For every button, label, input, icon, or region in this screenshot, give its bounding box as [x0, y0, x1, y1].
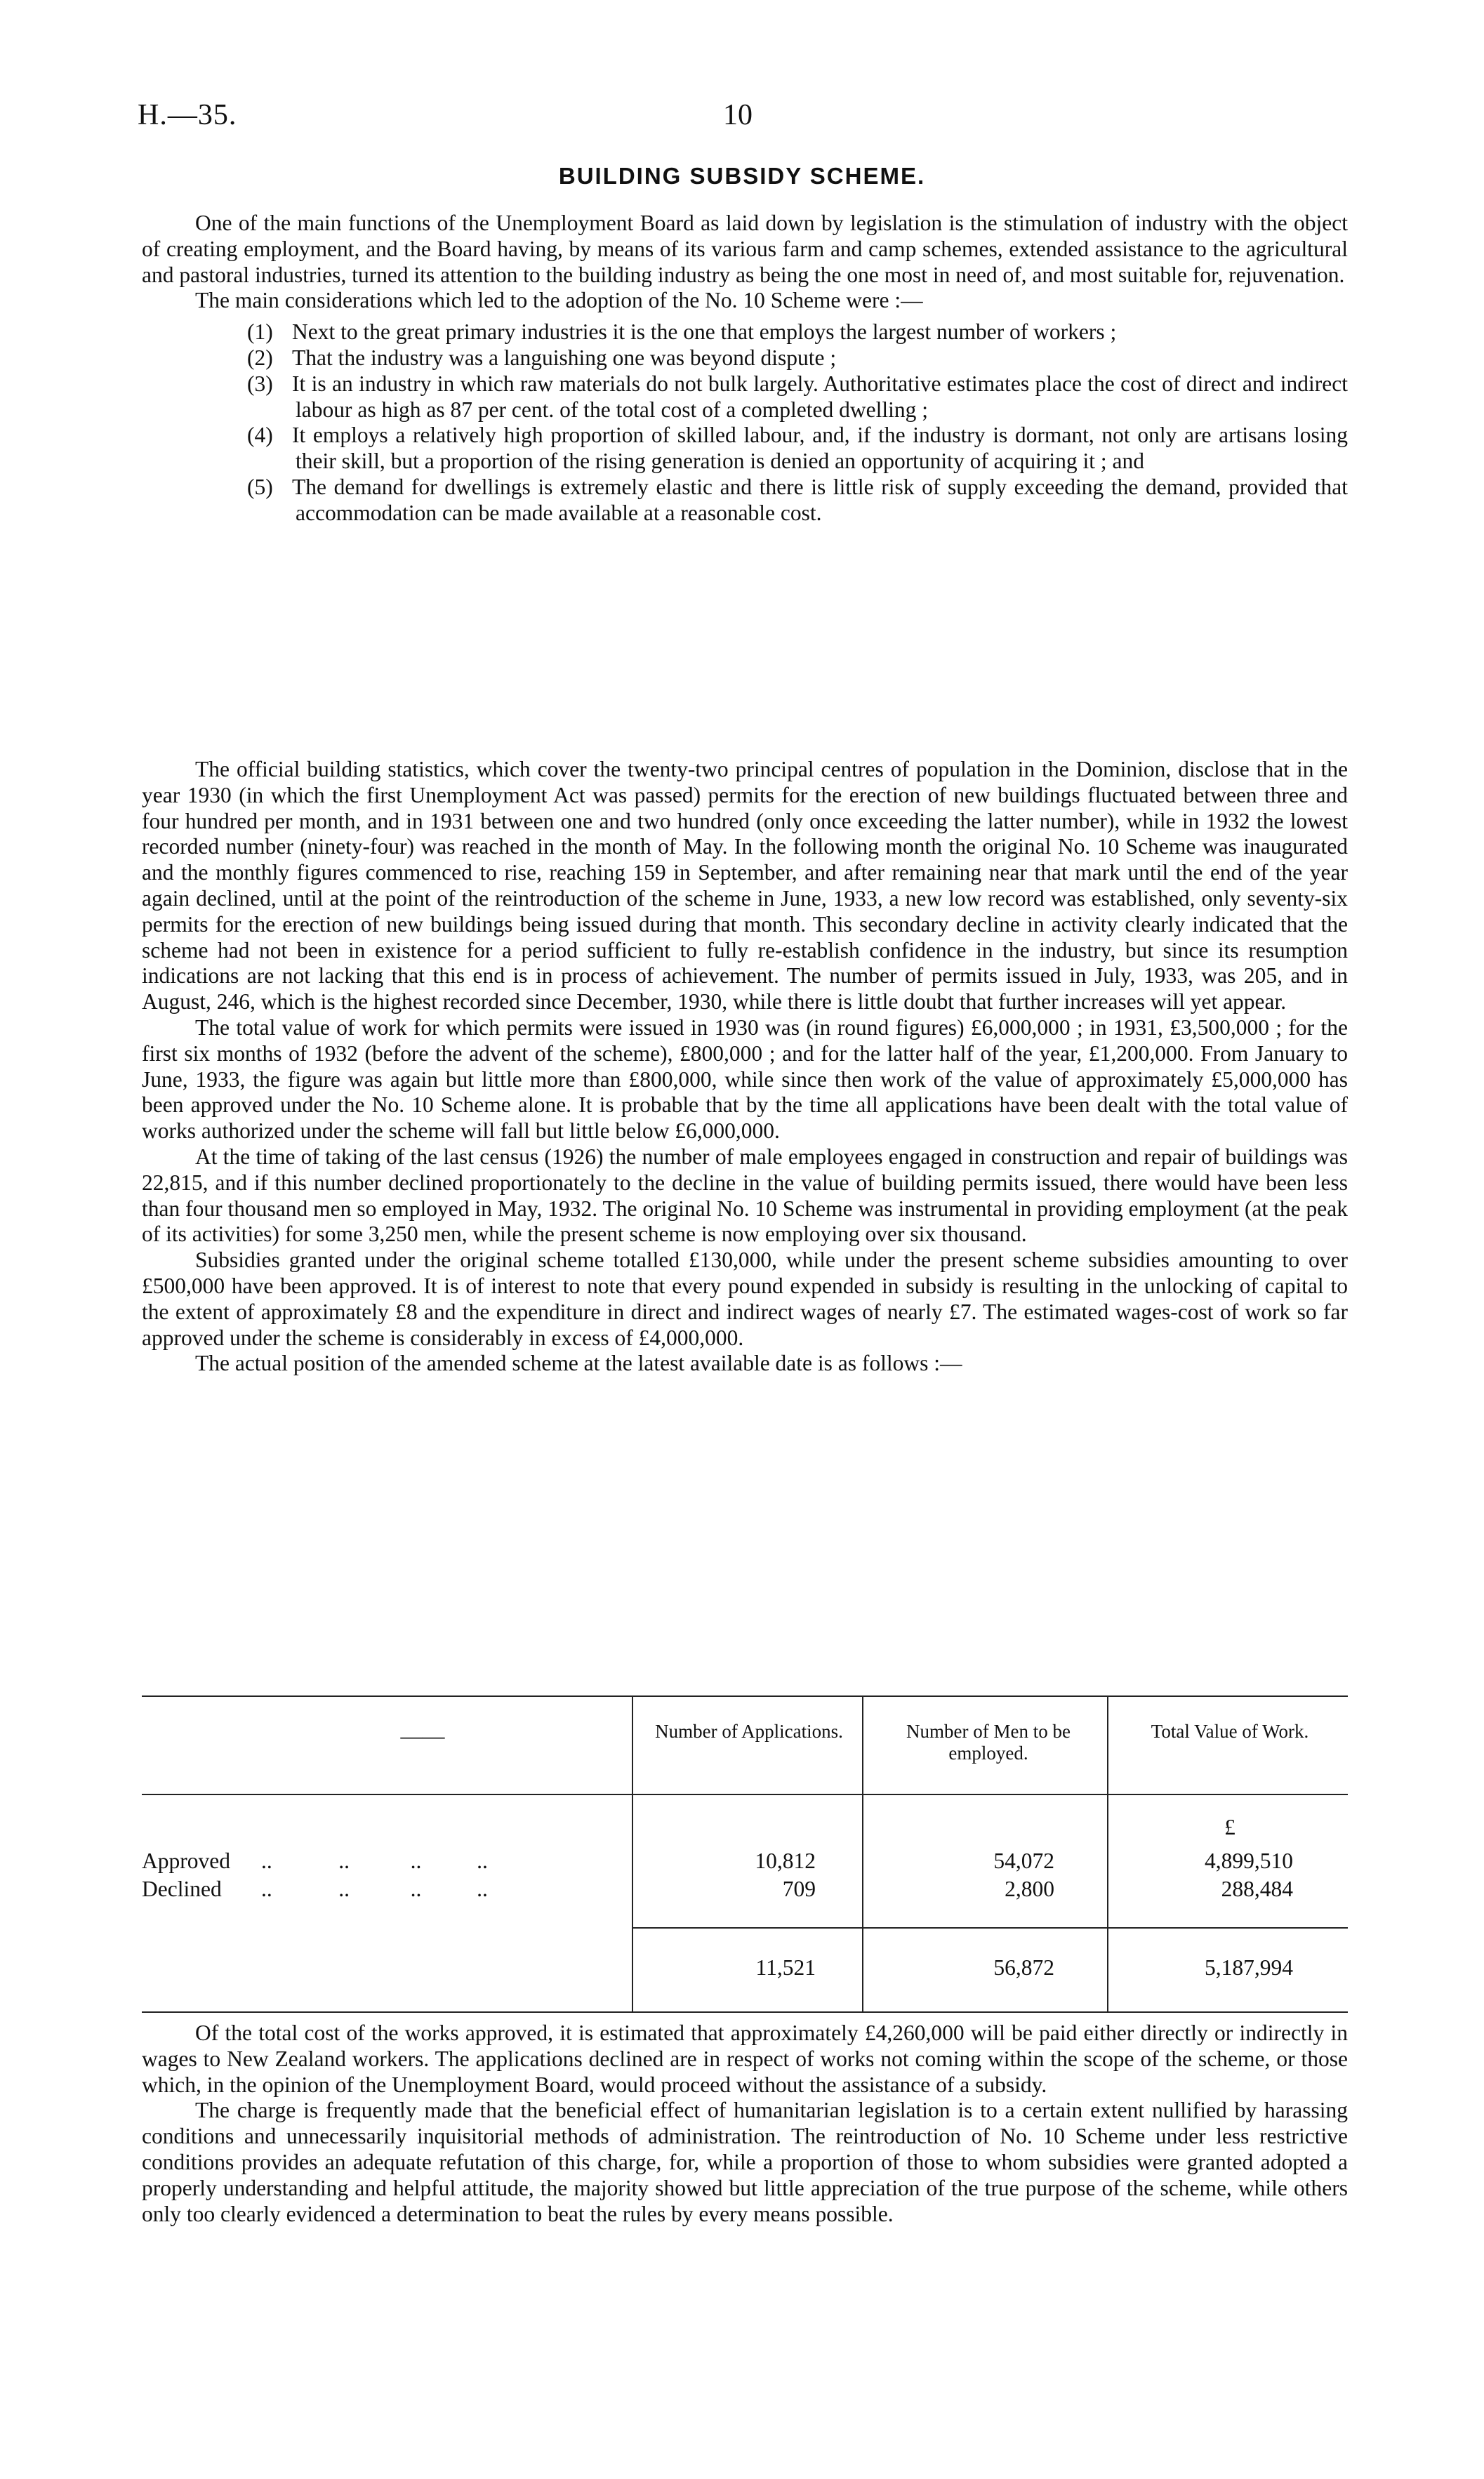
list-item-text: The demand for dwellings is extremely elastic and there is little risk of supply exceeding the demand, provided that accommodation can be made available at a reasonable cost. [292, 474, 1348, 525]
paragraph: The total value of work for which permits were issued in 1930 was (in round figures) £6,000,000 ; in 1931, £3,500,000 ; for the first six months of 1932 (before the advent of the scheme), £800,000 ; and for the latter half of the year, £1,200,000. From January to June, 1933, the figure was again but little more than £800,000, while since then work of the value of approximately £5,000,000 has been approved under the No. 10 Scheme alone. It is probable that by the time all applications have been dealt with the total value of works authorized under the scheme will fall but little below £6,000,000. [142, 1014, 1348, 1144]
cell-value: 4,899,510 [1205, 1849, 1293, 1873]
row-label: Approved [142, 1849, 230, 1873]
cell-men: 2,800 [1005, 1877, 1054, 1901]
list-item-number: (1) [247, 319, 273, 345]
column-header-men: Number of Men to be employed. [906, 1721, 1071, 1764]
list-item [247, 319, 1348, 345]
leader-dots: .. .. .. .. [261, 1849, 488, 1873]
column-header-value: Total Value of Work. [1151, 1721, 1309, 1742]
list-item-text: Next to the great primary industries it is the one that employs the largest number of workers ; [292, 319, 1117, 345]
paragraph: The actual position of the amended scheme at the latest available date is as follows :— [195, 1351, 962, 1376]
cell-value: 288,484 [1221, 1877, 1293, 1901]
list-item-text: It is an industry in which raw materials do not bulk largely. Authoritative estimates place the cost of direct and indirect labour as high as 87 per cent. of the total cost of a completed dwelling ; [292, 371, 1348, 422]
currency-symbol: £ [1224, 1815, 1235, 1839]
list-item-number: (5) [247, 474, 273, 499]
body-text-upper [142, 211, 1348, 527]
paragraph: At the time of taking of the last census (1926) the number of male employees engaged in construction and repair of buildings was 22,815, and if this number declined proportionately to the decline in the value of building permits issued, there would have been less than four thousand men so employed in May, 1932. The original No. 10 Scheme was instrumental in providing employment (at the peak of its activities) for some 3,250 men, while the present scheme is now employing over six thousand. [142, 1144, 1348, 1247]
list-item [247, 345, 1348, 371]
intro-paragraph: One of the main functions of the Unemployment Board as laid down by legislation is the stimulation of industry with the object of creating employment, and the Board having, by means of its various farm and camp schemes, extended assistance to the agricultural and pastoral industries, turned its attention to the building industry as being the one most in need of, and most suitable for, rejuvenation. [142, 211, 1348, 287]
paragraph: The charge is frequently made that the beneficial effect of humanitarian legislation is to a certain extent nullified by harassing conditions and unnecessarily inquisitorial methods of administration. The reintroduction of No. 10 Scheme under less restrictive conditions provides an adequate refutation of this charge, for, while a proportion of those to whom subsidies were granted adopted a properly understanding and helpful attitude, the majority showed but little appreciation of the true purpose of the scheme, while others only too clearly evidenced a determination to beat the rules by every means possible. [142, 2098, 1348, 2226]
section-title: BUILDING SUBSIDY SCHEME. [558, 163, 926, 189]
total-men: 56,872 [993, 1955, 1054, 1980]
list-item-text: That the industry was a languishing one was beyond dispute ; [292, 345, 837, 370]
table-bottom-rule [142, 2011, 1348, 2013]
considerations-intro: The main considerations which led to the adoption of the No. 10 Scheme were :— [195, 288, 923, 313]
scheme-position-table [142, 1695, 1348, 2014]
list-item [247, 475, 1348, 527]
paragraph: Subsidies granted under the original scheme totalled £130,000, while under the present scheme subsidies amounting to over £500,000 have been approved. It is of interest to note that every pound expended in subsidy is resulting in the unlocking of capital to the extent of approximately £8 and the expenditure in direct and indirect wages of nearly £7. The estimated wages-cost of work so far approved under the scheme is considerably in excess of £4,000,000. [142, 1248, 1348, 1350]
list-item-number: (2) [247, 345, 273, 370]
column-header-applications: Number of Applications. [655, 1721, 843, 1742]
table-column-rule [862, 1695, 863, 2013]
list-item-number: (4) [247, 423, 273, 448]
body-text-closing [142, 2021, 1348, 2227]
paragraph: The official building statistics, which cover the twenty-two principal centres of population in the Dominion, disclose that in the year 1930 (in which the first Unemployment Act was passed) permits for the erection of new buildings fluctuated between three and four hundred per month, and in 1931 between one and two hundred (only once exceeding the latter number), while in 1932 the lowest recorded number (ninety-four) was reached in the month of May. In the following month the original No. 10 Scheme was inaugurated and the monthly figures commenced to rise, reaching 159 in September, and after remaining near that mark until the end of the year again declined, until at the point of the reintroduction of the scheme in June, 1933, a new low record was established, only seventy-six permits for the erection of new buildings being issued during that month. This secondary decline in activity clearly indicated that the scheme had not been in existence for a period sufficient to fully re-establish confidence in the industry, but since its resumption indications are not lacking that this end is in process of achievement. The number of permits issued in July, 1933, was 205, and in August, 246, which is the highest recorded since December, 1930, while there is little doubt that further increases will yet appear. [142, 757, 1348, 1014]
total-applications: 11,521 [755, 1955, 816, 1980]
list-item [247, 423, 1348, 475]
table-header-rule [142, 1794, 1348, 1795]
page-number: 10 [723, 99, 753, 131]
document-reference: H.—35. [138, 99, 237, 131]
body-text-statistics [142, 757, 1348, 1377]
list-item [247, 371, 1348, 423]
list-item-text: It employs a relatively high proportion of skilled labour, and, if the industry is dormant, not only are artisans losing their skill, but a proportion of the rising generation is denied an opportunity of acquiring it ; and [292, 423, 1348, 474]
cell-men: 54,072 [993, 1849, 1054, 1873]
total-value: 5,187,994 [1205, 1955, 1293, 1980]
considerations-list [142, 319, 1348, 526]
row-label: Declined [142, 1877, 222, 1901]
paragraph: Of the total cost of the works approved, it is estimated that approximately £4,260,000 will be paid either directly or indirectly in wages to New Zealand workers. The applications declined are in respect of works not coming within the scope of the scheme, or those which, in the opinion of the Unemployment Board, would proceed without the assistance of a subsidy. [142, 2021, 1348, 2097]
cell-applications: 709 [782, 1877, 816, 1901]
table-column-rule [632, 1695, 633, 2013]
list-item-number: (3) [247, 371, 273, 396]
cell-applications: 10,812 [755, 1849, 816, 1873]
table-column-rule [1107, 1695, 1108, 2013]
table-total-rule [633, 1927, 1348, 1929]
table-top-rule [142, 1695, 1348, 1697]
table-corner-dash: —— [400, 1724, 445, 1748]
leader-dots: .. .. .. .. [261, 1877, 488, 1901]
